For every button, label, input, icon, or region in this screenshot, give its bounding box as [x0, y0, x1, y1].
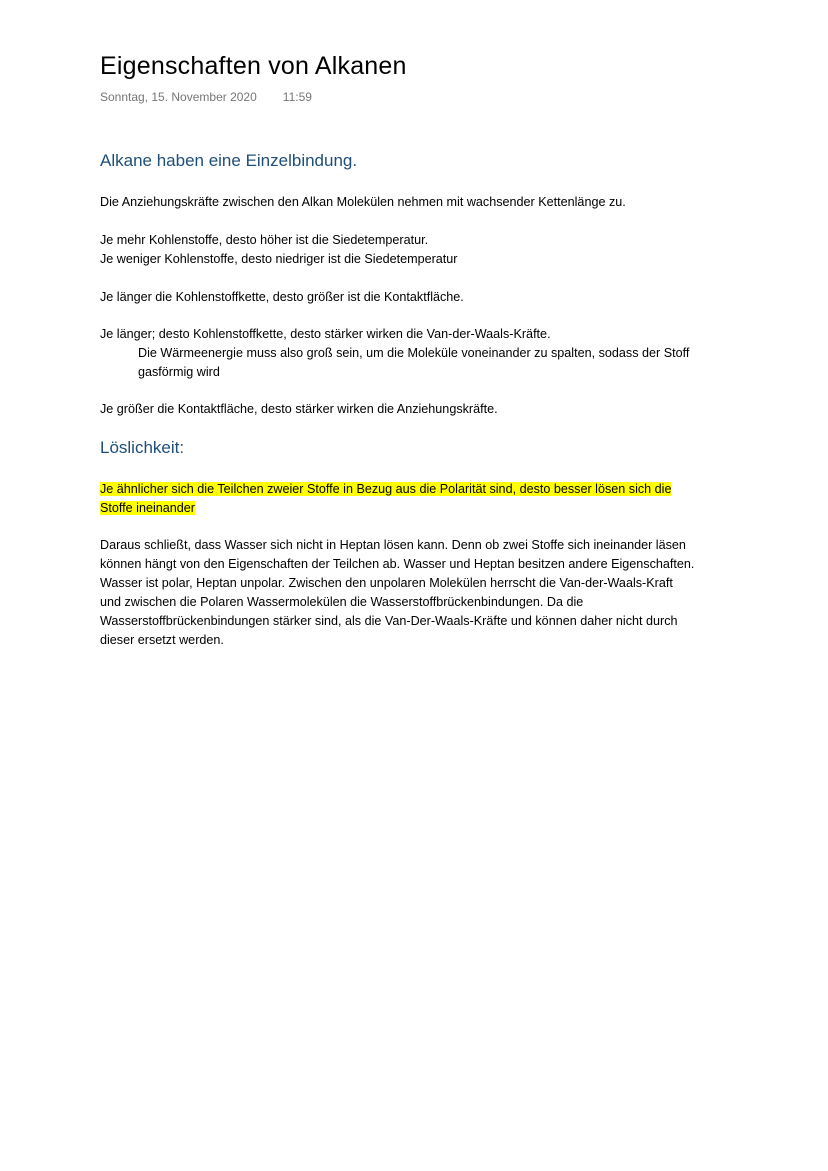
paragraph-kontaktflaeche: Je länger die Kohlenstoffkette, desto größer ist die Kontaktfläche.	[100, 290, 464, 304]
paragraph-weniger-kohlenstoffe: Je weniger Kohlenstoffe, desto niedriger ist die Siedetemperatur	[100, 252, 458, 266]
indented-paragraph-line-1: Die Wärmeenergie muss also groß sein, um die Moleküle voneinander zu spalten, sodass der Stoff	[138, 346, 690, 360]
paragraph-groessere-kontaktflaeche: Je größer die Kontaktfläche, desto stärker wirken die Anziehungskräfte.	[100, 402, 498, 416]
page-date: Sonntag, 15. November 2020	[100, 90, 257, 104]
paragraph-van-der-waals: Je länger; desto Kohlenstoffkette, desto stärker wirken die Van-der-Waals-Kräfte.	[100, 327, 551, 341]
highlight-line-1: Je ähnlicher sich die Teilchen zweier Stoffe in Bezug aus die Polarität sind, desto besser lösen sich die	[100, 482, 672, 496]
paragraph-line: Wasser ist polar, Heptan unpolar. Zwischen den unpolaren Molekülen herrscht die Van-der-Waals-Kraft	[100, 576, 673, 590]
page-time: 11:59	[282, 90, 312, 104]
section-heading-alkane: Alkane haben eine Einzelbindung.	[100, 151, 358, 170]
paragraph-line: und zwischen die Polaren Wassermolekülen die Wasserstoffbrückenbindungen. Da die	[100, 595, 584, 609]
indented-paragraph-line-2: gasförmig wird	[138, 365, 220, 379]
paragraph-wasser-heptan	[100, 536, 760, 650]
highlight-line-2: Stoffe ineinander	[100, 501, 195, 515]
paragraph-line: dieser ersetzt werden.	[100, 633, 224, 647]
paragraph-anziehungskraefte: Die Anziehungskräfte zwischen den Alkan Molekülen nehmen mit wachsender Kettenlänge zu.	[100, 195, 626, 209]
paragraph-line: Daraus schließt, dass Wasser sich nicht in Heptan lösen kann. Denn ob zwei Stoffe sich ineinander läsen	[100, 538, 686, 552]
paragraph-line: Wasserstoffbrückenbindungen stärker sind, als die Van-Der-Waals-Kräfte und können daher nicht durch	[100, 614, 678, 628]
paragraph-mehr-kohlenstoffe: Je mehr Kohlenstoffe, desto höher ist die Siedetemperatur.	[100, 233, 429, 247]
paragraph-line: können hängt von den Eigenschaften der Teilchen ab. Wasser und Heptan besitzen andere Eigenschaften.	[100, 557, 695, 571]
highlighted-paragraph	[100, 480, 760, 518]
page-title: Eigenschaften von Alkanen	[100, 52, 407, 80]
page-metadata	[100, 90, 312, 104]
section-heading-loeslichkeit: Löslichkeit:	[100, 438, 185, 457]
